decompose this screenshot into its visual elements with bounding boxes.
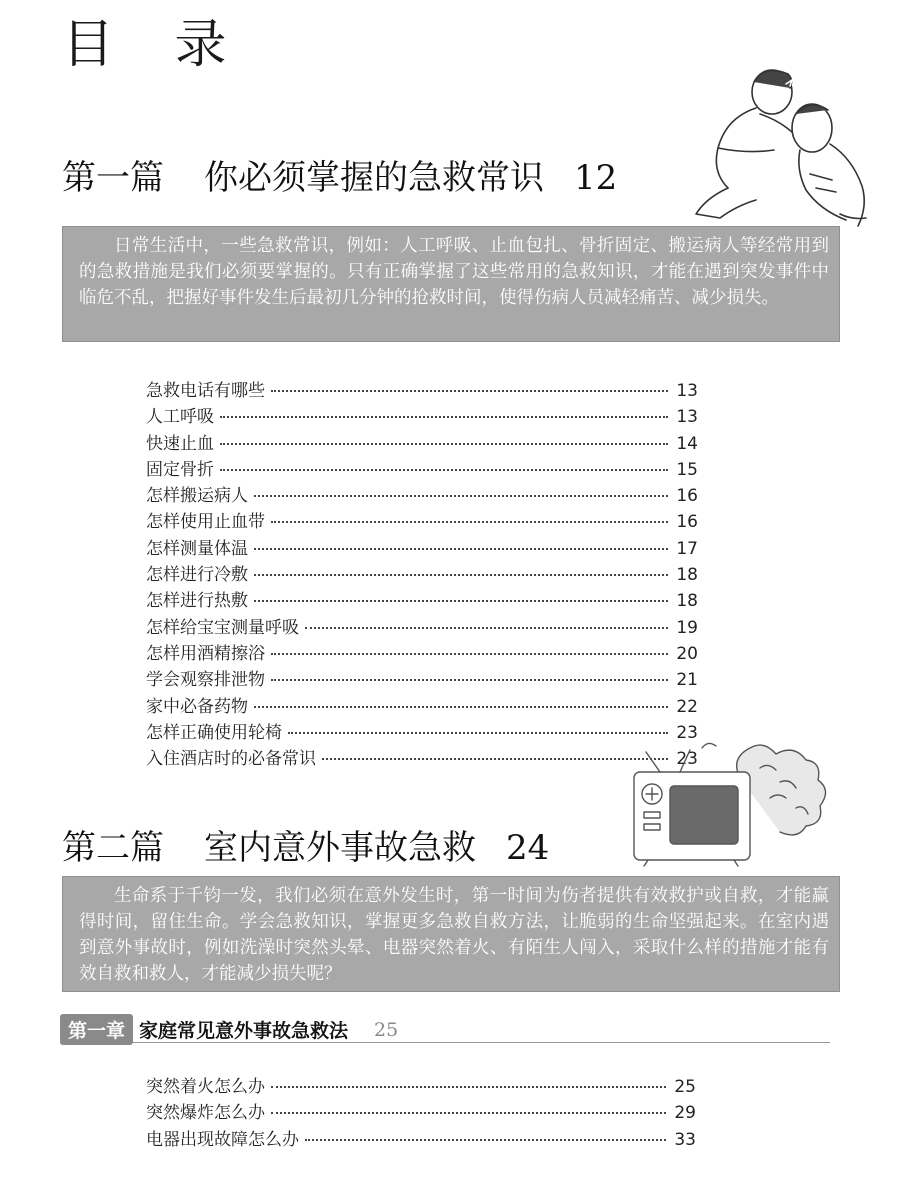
toc-entry-page: 21 <box>676 670 698 691</box>
toc-leader-dots <box>271 1086 666 1088</box>
toc-leader-dots <box>254 706 668 708</box>
toc-entry-title: 怎样用酒精擦浴 <box>146 643 265 664</box>
toc-entry[interactable] <box>146 455 698 481</box>
toc-leader-dots <box>220 469 668 471</box>
part-1-summary: 日常生活中，一些急救常识，例如：人工呼吸、止血包扎、骨折固定、搬运病人等经常用到的急救措施是我们必须要掌握的。只有正确掌握了这些常用的急救知识，才能在遇到突发事件中临危不乱，把握好事件发生后最初几分钟的抢救时间，使得伤病人员减轻痛苦、减少损失。 <box>62 226 840 342</box>
toc-entry[interactable] <box>146 665 698 691</box>
toc-entry-title: 怎样正确使用轮椅 <box>146 722 282 743</box>
chapter-1-heading[interactable] <box>60 1014 830 1043</box>
toc-entry[interactable] <box>146 429 698 455</box>
toc-entry-page: 19 <box>676 617 698 638</box>
part-1-page: 12 <box>574 158 618 198</box>
toc-leader-dots <box>322 758 668 760</box>
toc-entry-title: 突然着火怎么办 <box>146 1077 265 1097</box>
part-2-label: 第二篇 <box>62 828 164 868</box>
toc-entry-title: 怎样搬运病人 <box>146 486 248 507</box>
toc-entry-page: 23 <box>676 722 698 743</box>
toc-entry[interactable] <box>146 507 698 533</box>
toc-entry[interactable] <box>146 1072 696 1098</box>
toc-leader-dots <box>254 574 668 576</box>
toc-entry[interactable] <box>146 718 698 744</box>
part-2-toc <box>146 1072 696 1151</box>
toc-entry-title: 固定骨折 <box>146 459 214 480</box>
toc-entry-title: 学会观察排泄物 <box>146 670 265 691</box>
toc-entry-title: 怎样使用止血带 <box>146 512 265 533</box>
chapter-1-label: 第一章 <box>60 1014 133 1045</box>
toc-entry[interactable] <box>146 560 698 586</box>
burning-tv-illustration <box>620 738 850 868</box>
toc-leader-dots <box>271 679 668 681</box>
toc-entry-title: 怎样进行冷敷 <box>146 565 248 586</box>
toc-entry[interactable] <box>146 639 698 665</box>
toc-entry-title: 快速止血 <box>146 433 214 454</box>
toc-entry[interactable] <box>146 613 698 639</box>
part-1-toc <box>146 376 698 770</box>
toc-leader-dots <box>305 627 668 629</box>
chapter-1-title: 家庭常见意外事故急救法 <box>139 1020 349 1042</box>
toc-entry-title: 家中必备药物 <box>146 696 248 717</box>
toc-entry-page: 18 <box>676 565 698 586</box>
toc-entry-title: 人工呼吸 <box>146 407 214 428</box>
toc-entry-page: 16 <box>676 486 698 507</box>
part-2-name: 室内意外事故急救 <box>204 828 476 868</box>
toc-entry-title: 怎样测量体温 <box>146 538 248 559</box>
toc-entry-page: 18 <box>676 591 698 612</box>
part-2-page: 24 <box>506 828 550 868</box>
toc-entry-page: 33 <box>674 1129 696 1150</box>
toc-entry-page: 25 <box>674 1077 696 1097</box>
toc-entry-title: 入住酒店时的必备常识 <box>146 749 316 770</box>
toc-leader-dots <box>305 1139 666 1141</box>
cpr-illustration <box>690 64 880 234</box>
toc-entry[interactable] <box>146 481 698 507</box>
toc-entry-page: 16 <box>676 512 698 533</box>
toc-entry-title: 突然爆炸怎么办 <box>146 1103 265 1124</box>
part-1-label: 第一篇 <box>62 158 164 198</box>
toc-entry[interactable] <box>146 586 698 612</box>
toc-entry[interactable] <box>146 376 698 402</box>
toc-entry[interactable] <box>146 1125 696 1151</box>
toc-entry-title: 怎样给宝宝测量呼吸 <box>146 617 299 638</box>
toc-entry[interactable] <box>146 692 698 718</box>
toc-entry[interactable] <box>146 1098 696 1124</box>
toc-entry-page: 13 <box>676 381 698 401</box>
toc-entry-page: 15 <box>676 459 698 480</box>
page-title: 目 录 <box>62 15 249 75</box>
toc-entry-page: 13 <box>676 407 698 428</box>
toc-entry-title: 急救电话有哪些 <box>146 381 265 401</box>
toc-entry-page: 22 <box>676 696 698 717</box>
chapter-1-page: 25 <box>374 1018 399 1041</box>
toc-entry-page: 23 <box>676 749 698 770</box>
toc-entry-page: 14 <box>676 433 698 454</box>
toc-leader-dots <box>254 600 668 602</box>
part-2-title[interactable] <box>62 820 549 869</box>
toc-leader-dots <box>271 390 668 392</box>
toc-entry-page: 20 <box>676 643 698 664</box>
toc-entry[interactable] <box>146 744 698 770</box>
toc-entry[interactable] <box>146 534 698 560</box>
toc-leader-dots <box>220 416 668 418</box>
toc-leader-dots <box>271 521 668 523</box>
part-1-title[interactable] <box>62 150 617 199</box>
part-1-name: 你必须掌握的急救常识 <box>204 158 544 198</box>
toc-entry-title: 怎样进行热敷 <box>146 591 248 612</box>
toc-leader-dots <box>254 548 668 550</box>
toc-entry-page: 29 <box>674 1103 696 1124</box>
toc-entry-page: 17 <box>676 538 698 559</box>
toc-leader-dots <box>220 443 668 445</box>
toc-leader-dots <box>254 495 668 497</box>
toc-leader-dots <box>271 653 668 655</box>
toc-entry[interactable] <box>146 402 698 428</box>
toc-leader-dots <box>271 1112 666 1114</box>
toc-leader-dots <box>288 732 668 734</box>
part-2-summary: 生命系于千钧一发，我们必须在意外发生时，第一时间为伤者提供有效救护或自救，才能赢得时间，留住生命。学会急救知识，掌握更多急救自救方法，让脆弱的生命坚强起来。在室内遇到意外事故时，例如洗澡时突然头晕、电器突然着火、有陌生人闯入，采取什么样的措施才能有效自救和救人，才能减少损失呢？ <box>62 876 840 992</box>
toc-entry-title: 电器出现故障怎么办 <box>146 1129 299 1150</box>
